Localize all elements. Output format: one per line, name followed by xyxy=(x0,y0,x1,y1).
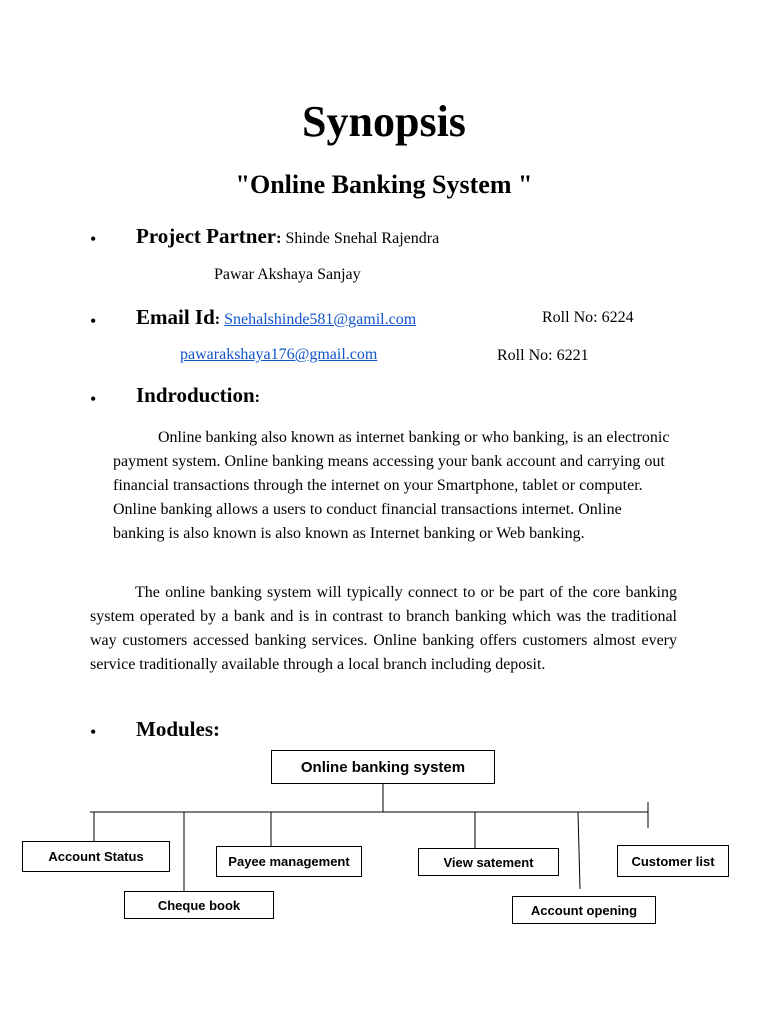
bullet-partner: • xyxy=(90,229,97,249)
bullet-intro: • xyxy=(90,389,97,409)
module-root-box: Online banking system xyxy=(271,750,495,784)
module-customer-list: Customer list xyxy=(617,845,729,877)
email-label: Email Id xyxy=(136,305,215,329)
bullet-modules: • xyxy=(90,722,97,742)
bullet-email: • xyxy=(90,311,97,331)
intro-paragraph-2: The online banking system will typically connect to or be part of the core banking system operated by a bank and is in contrast to branch banking which was the traditional way customers accessed banking services. Online banking offers customers almost every service traditionally available through a local branch including deposit. xyxy=(90,584,677,673)
intro-paragraph-1-text: Online banking also known as internet banking or who banking, is an electronic payment system. Online banking means accessing your bank account and carrying out financial transactions through the internet on your Smartphone, tablet or computer. Online banking allows a users to conduct financial transactions internet. Online banking is also known is also known as Internet banking or Web banking. xyxy=(113,429,670,542)
module-payee-management: Payee management xyxy=(216,846,362,877)
email-link-2[interactable]: pawarakshaya176@gmail.com xyxy=(180,346,378,363)
module-view-statement: View satement xyxy=(418,848,559,876)
email-link-1[interactable]: Snehalshinde581@gamil.com xyxy=(224,311,417,328)
module-account-status: Account Status xyxy=(22,841,170,872)
intro-colon: : xyxy=(254,389,260,406)
modules-heading: Modules: xyxy=(136,717,220,741)
email-colon: : xyxy=(214,311,221,328)
partner-name-1: Shinde Snehal Rajendra xyxy=(285,230,440,247)
document-title: Synopsis xyxy=(302,97,466,146)
module-cheque-book: Cheque book xyxy=(124,891,274,919)
intro-label: Indroduction xyxy=(136,383,255,407)
connector-account-opening xyxy=(578,812,580,889)
document-subtitle: "Online Banking System " xyxy=(235,170,533,199)
partner-colon: : xyxy=(276,230,282,247)
partner-label: Project Partner xyxy=(136,224,277,248)
roll-number-2: Roll No: 6221 xyxy=(497,347,589,364)
module-account-opening: Account opening xyxy=(512,896,656,924)
roll-number-1: Roll No: 6224 xyxy=(542,309,634,326)
partner-name-2: Pawar Akshaya Sanjay xyxy=(214,266,361,283)
